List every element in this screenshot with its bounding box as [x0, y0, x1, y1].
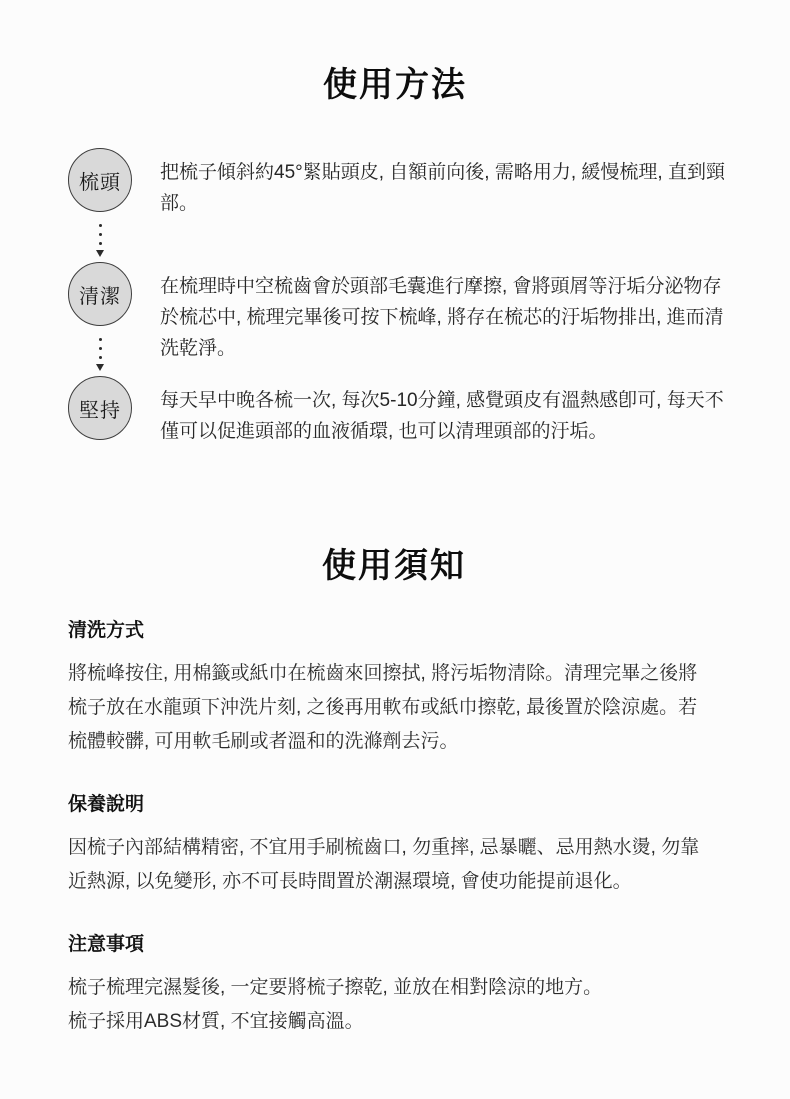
step-row-combing [66, 148, 790, 262]
usage-section [0, 0, 790, 447]
step-text-cleaning: 在梳理時中空梳齒會於頭部毛囊進行摩擦, 會將頭屑等汙垢分泌物存於梳芯中, 梳理完畢後可按下梳峰, 將存在梳芯的汙垢物排出, 進而清洗乾淨。 [160, 276, 724, 359]
dot [99, 242, 102, 245]
dot [99, 347, 102, 350]
step-badge-column [66, 376, 134, 440]
dot [99, 356, 102, 359]
notice-block-caution [68, 933, 720, 1039]
step-badge-combing: 梳頭 [68, 148, 132, 212]
notice-block-washing [68, 619, 720, 759]
notice-heading-caution: 注意事項 [68, 934, 145, 955]
notice-paragraph: 梳子採用ABS材質, 不宜接觸高溫。 [68, 1011, 364, 1032]
notice-paragraph: 梳子梳理完濕髮後, 一定要將梳子擦乾, 並放在相對陰涼的地方。 [68, 977, 603, 998]
notice-paragraph: 因梳子內部結構精密, 不宜用手刷梳齒口, 勿重摔, 忌暴曬、忌用熱水燙, 勿靠近熱源, 以免變形, 亦不可長時間置於潮濕環境, 會使功能提前退化。 [68, 837, 700, 892]
step-connector [96, 212, 104, 262]
notice-block-maintenance [68, 793, 720, 899]
usage-steps [0, 148, 790, 447]
notice-heading-washing: 清洗方式 [68, 620, 145, 641]
step-badge-persistence: 堅持 [68, 376, 132, 440]
notice-section [0, 547, 790, 1039]
step-connector [96, 326, 104, 376]
step-row-cleaning [66, 262, 790, 376]
step-row-persistence [66, 376, 790, 447]
step-text-combing: 把梳子傾斜約45°緊貼頭皮, 自額前向後, 需略用力, 緩慢梳理, 直到頸部。 [160, 162, 725, 214]
dot [99, 338, 102, 341]
arrow-down-icon [96, 364, 104, 371]
dot [99, 224, 102, 227]
step-badge-column [66, 148, 134, 262]
step-badge-cleaning: 清潔 [68, 262, 132, 326]
arrow-down-icon [96, 250, 104, 257]
dot [99, 233, 102, 236]
step-badge-column [66, 262, 134, 376]
step-text-persistence: 每天早中晚各梳一次, 每次5-10分鐘, 感覺頭皮有溫熱感卽可, 每天不僅可以促進頭部的血液循環, 也可以清理頭部的汙垢。 [160, 390, 724, 442]
notice-paragraph: 將梳峰按住, 用棉籤或紙巾在梳齒來回擦拭, 將污垢物清除。清理完畢之後將梳子放在水龍頭下沖洗片刻, 之後再用軟布或紙巾擦乾, 最後置於陰涼處。若梳體較髒, 可用軟毛刷或者溫和的洗滌劑去污。 [68, 663, 698, 752]
notice-heading-maintenance: 保養說明 [68, 794, 145, 815]
notice-title: 使用須知 [322, 547, 466, 585]
usage-title: 使用方法 [323, 66, 467, 104]
